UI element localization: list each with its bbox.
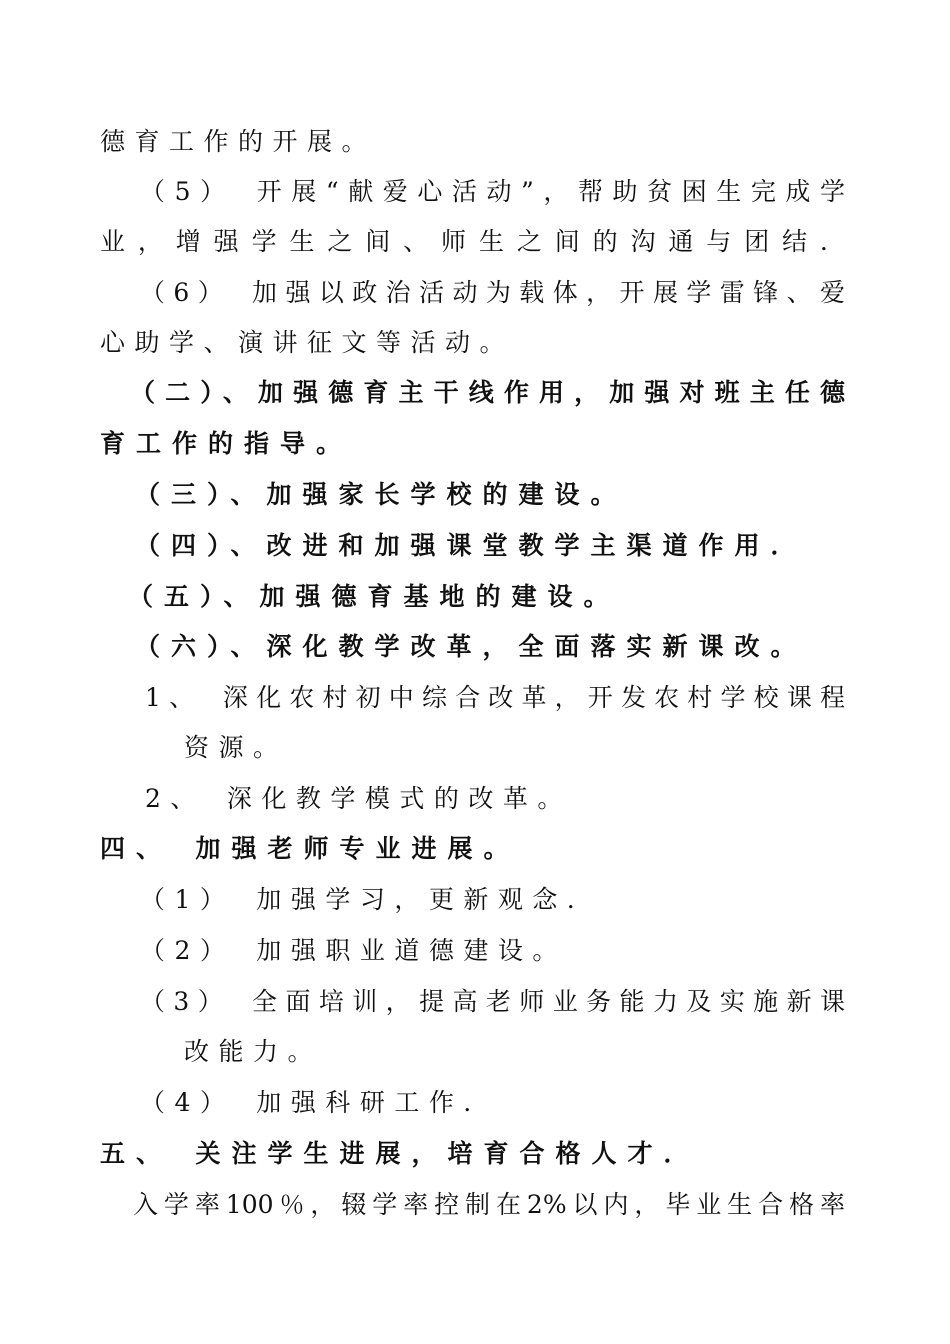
list-item: 2、 深化教学模式的改革。 [145,784,572,813]
text-line: 心助学、演讲征文等活动。 [100,328,515,357]
list-item: （4） 加强科研工作． [140,1088,498,1117]
text-line: （5） 开展“献爱心活动”，帮助贫困生完成学 [140,177,845,206]
list-item: 资源。 [184,733,288,762]
list-item: （2） 加强职业道德建设。 [140,936,567,965]
text-line: 入学率100％，辍学率控制在2%以内，毕业生合格率 [133,1190,845,1219]
section-heading: （六）、深化教学改革，全面落实新课改。 [135,632,807,661]
section-heading: 五、 关注学生进展，培育合格人才． [100,1139,700,1168]
list-item: 改能力。 [184,1037,323,1066]
section-heading: （五）、加强德育基地的建设。 [128,582,620,611]
text-line: 德育工作的开展。 [100,127,377,156]
list-item: （1） 加强学习，更新观念． [140,885,602,914]
section-heading: （二）、加强德育主干线作用，加强对班主任德 [130,378,845,407]
section-heading: （三）、加强家长学校的建设。 [135,480,627,509]
section-heading: （四）、改进和加强课堂教学主渠道作用． [135,531,807,560]
list-item: 1、 深化农村初中综合改革，开发农村学校课程 [145,683,845,712]
text-line: 业，增强学生之间、师生之间的沟通与团结． [100,227,845,256]
list-item: （3） 全面培训，提高老师业务能力及实施新课 [140,987,845,1016]
section-heading: 四、 加强老师专业进展。 [100,834,520,863]
text-line: （6） 加强以政治活动为载体，开展学雷锋、爱 [140,278,845,307]
section-heading: 育工作的指导。 [100,429,353,458]
